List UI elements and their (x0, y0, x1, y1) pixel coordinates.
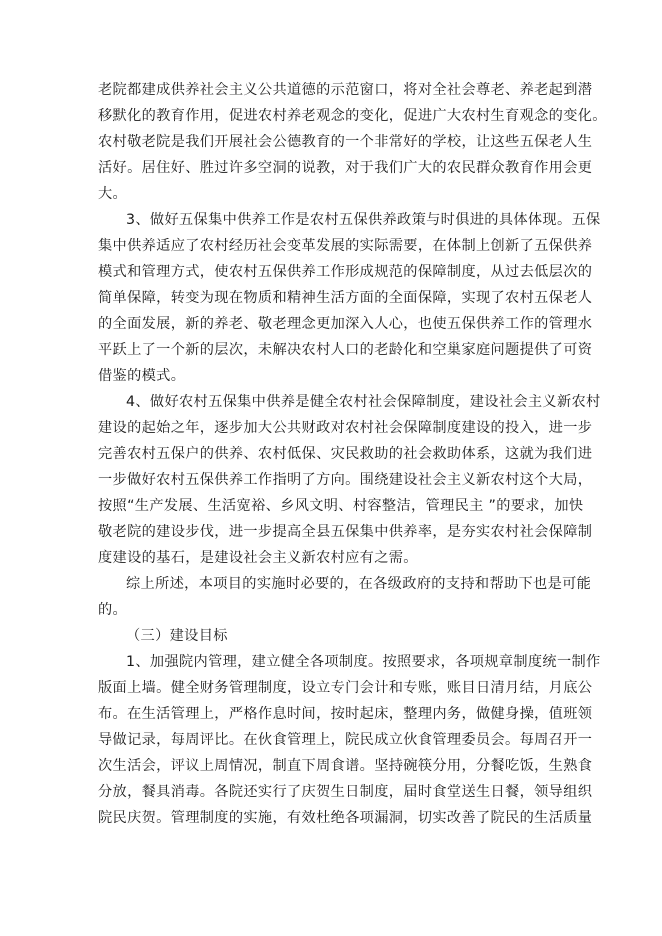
text-line: 借鉴的模式。 (98, 368, 186, 384)
text-line: 老院都建成供养社会主义公共道德的示范窗口，将对全社会尊老、养老起到潜 (98, 82, 593, 98)
text-line: 次生活会，评议上周情况，制直下周食谱。坚持碗筷分用，分餐吃饭，生熟食 (98, 758, 593, 774)
text-line: 度建设的基石，是建设社会主义新农村应有之需。 (98, 550, 418, 566)
text-line: 版面上墙。健全财务管理制度，设立专门会计和专账，账目日清月结，月底公 (98, 680, 593, 696)
text-line: 按照“生产发展、生活宽裕、乡风文明、村容整洁，管理民主 ”的要求，加快 (98, 498, 584, 514)
paragraph-start-line: 1、加强院内管理，建立健全各项制度。按照要求，各项规章制度统一制作 (126, 654, 601, 670)
text-line: 大。 (98, 186, 128, 202)
text-line: 建设的起始之年，逐步加大公共财政对农村社会保障制度建设的投入，进一步 (98, 420, 593, 436)
text-line: 平跃上了一个新的层次，未解决农村人口的老龄化和空巢家庭问题提供了可资 (98, 342, 593, 358)
section-heading: （三）建设目标 (126, 628, 228, 644)
text-line: 院民庆贺。管理制度的实施，有效杜绝各项漏洞，切实改善了院民的生活质量 (98, 810, 593, 826)
text-line: 导做记录，每周评比。在伙食管理上，院民成立伙食管理委员会。每周召开一 (98, 732, 593, 748)
paragraph-start-line: 3、做好五保集中供养工作是农村五保供养政策与时俱进的具体体现。五保 (126, 212, 601, 228)
text-line: 简单保障，转变为现在物质和精神生活方面的全面保障，实现了农村五保老人 (98, 290, 593, 306)
text-line: 模式和管理方式，使农村五保供养工作形成规范的保障制度，从过去低层次的 (98, 264, 593, 280)
text-line: 农村敬老院是我们开展社会公德教育的一个非常好的学校，让这些五保老人生 (98, 134, 593, 150)
text-line: 敬老院的建设步伐，进一步提高全县五保集中供养率，是夯实农村社会保障制 (98, 524, 593, 540)
text-line: 活好。居住好、胜过许多空洞的说教，对于我们广大的农民群众教育作用会更 (98, 160, 593, 176)
text-line: 布。在生活管理上，严格作息时间，按时起床，整理内务，做健身操，值班领 (98, 706, 593, 722)
paragraph-start-line: 4、做好农村五保集中供养是健全农村社会保障制度，建设社会主义新农村 (126, 394, 601, 410)
text-line: 分放，餐具消毒。各院还实行了庆贺生日制度，届时食堂送生日餐，领导组织 (98, 784, 593, 800)
text-line: 的全面发展，新的养老、敬老理念更加深入人心，也使五保供养工作的管理水 (98, 316, 593, 332)
text-line: 移默化的教育作用，促进农村养老观念的变化，促进广大农村生育观念的变化。 (98, 108, 607, 124)
text-line: 集中供养适应了农村经历社会变革发展的实际需要，在体制上创新了五保供养 (98, 238, 593, 254)
text-line: 完善农村五保户的供养、农村低保、灾民救助的社会救助体系，这就为我们进 (98, 446, 593, 462)
text-line: 的。 (98, 602, 128, 618)
paragraph-start-line: 综上所述，本项目的实施时必要的，在各级政府的支持和帮助下也是可能 (126, 576, 592, 592)
text-line: 一步做好农村五保供养工作指明了方向。围绕建设社会主义新农村这个大局， (98, 472, 593, 488)
